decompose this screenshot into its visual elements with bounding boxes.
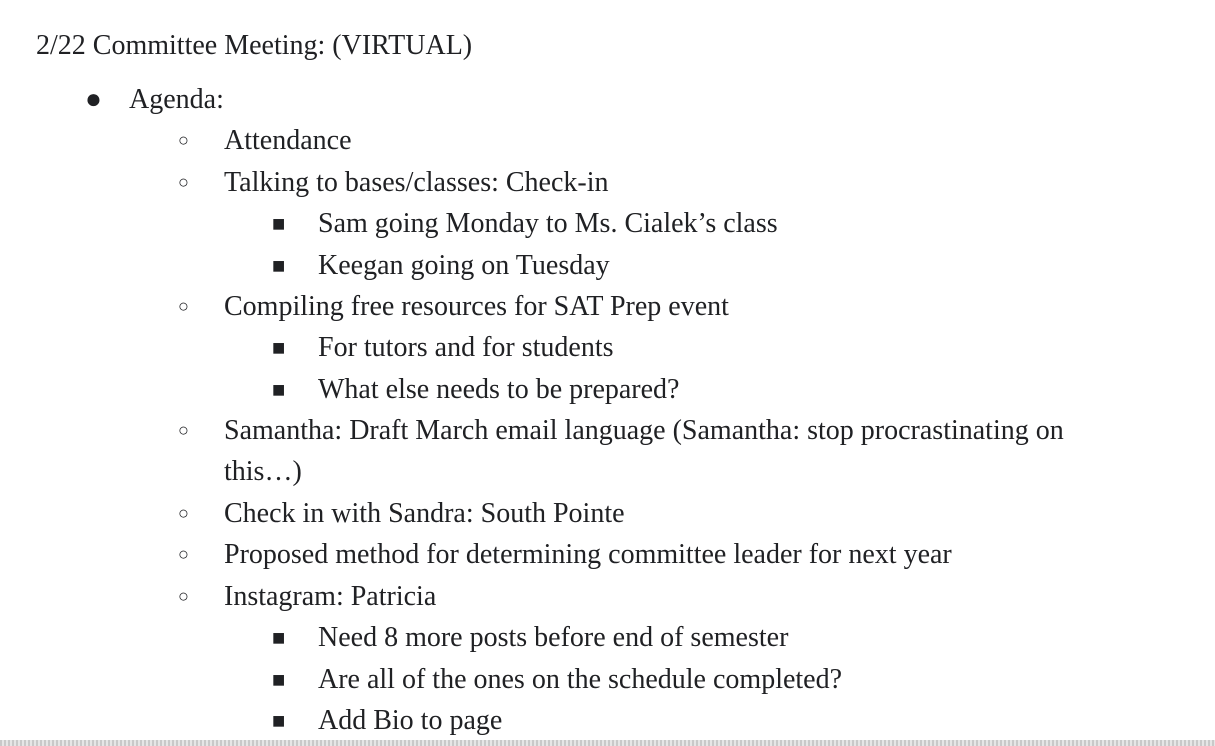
page-bottom-edge	[0, 740, 1215, 746]
agenda-item-continuation: this…)	[224, 456, 302, 487]
agenda-item: Check in with Sandra: South Pointe	[224, 498, 625, 529]
document-title: 2/22 Committee Meeting: (VIRTUAL)	[36, 30, 473, 61]
bullet-hollow-circle: ○	[178, 172, 189, 192]
agenda-item: Samantha: Draft March email language (Samantha: stop procrastinating on	[224, 415, 1064, 446]
bullet-hollow-circle: ○	[178, 503, 189, 523]
agenda-item: Talking to bases/classes: Check-in	[224, 167, 609, 198]
agenda-heading: Agenda:	[129, 84, 224, 115]
bullet-square: ■	[272, 708, 286, 733]
agenda-item: Instagram: Patricia	[224, 581, 437, 612]
agenda-subitem: Need 8 more posts before end of semester	[318, 622, 789, 653]
bullet-square: ■	[272, 625, 286, 650]
bullet-square: ■	[272, 377, 286, 402]
bullet-square: ■	[272, 667, 286, 692]
agenda-item: Attendance	[224, 125, 352, 156]
bullet-hollow-circle: ○	[178, 130, 189, 150]
bullet-hollow-circle: ○	[178, 586, 189, 606]
bullet-square: ■	[272, 253, 286, 278]
agenda-subitem: For tutors and for students	[318, 332, 614, 363]
bullet-hollow-circle: ○	[178, 420, 189, 440]
bullet-square: ■	[272, 211, 286, 236]
agenda-item: Proposed method for determining committee leader for next year	[224, 539, 952, 570]
bullet-hollow-circle: ○	[178, 296, 189, 316]
bullet-filled-circle: ●	[85, 84, 102, 115]
agenda-item: Compiling free resources for SAT Prep event	[224, 291, 729, 322]
agenda-subitem: Sam going Monday to Ms. Cialek’s class	[318, 208, 778, 239]
bullet-square: ■	[272, 335, 286, 360]
agenda-subitem: Are all of the ones on the schedule completed?	[318, 664, 843, 695]
agenda-subitem: What else needs to be prepared?	[318, 374, 680, 405]
agenda-subitem: Keegan going on Tuesday	[318, 250, 610, 281]
agenda-subitem: Add Bio to page	[318, 705, 503, 736]
bullet-hollow-circle: ○	[178, 544, 189, 564]
